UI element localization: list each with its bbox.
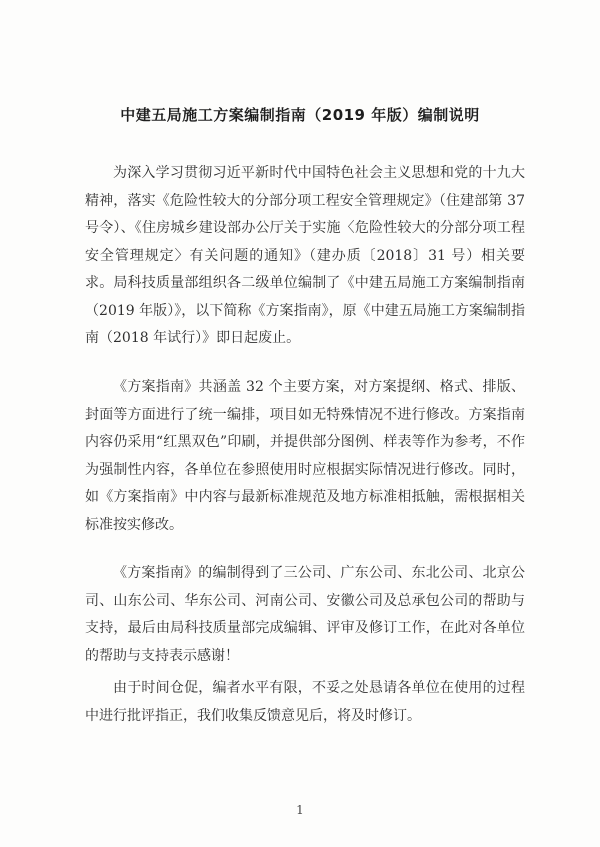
paragraph-acknowledgements: 《方案指南》的编制得到了三公司、广东公司、东北公司、北京公司、山东公司、华东公司、河南公司、安徽公司及总承包公司的帮助与支持，最后由局科技质量部完成编辑、评审及修订工作，在此对各单位的帮助与支持表示感谢！ xyxy=(85,565,525,664)
paragraph-scope: 《方案指南》共涵盖 32 个主要方案，对方案提纲、格式、排版、封面等方面进行了统一编排，项目如无特殊情况不进行修改。方案指南内容仍采用“红黑双色”印刷，并提供部分图例、样表等作为参考，不作为强制性内容，各单位在参照使用时应根据实际情况进行修改。同时，如《方案指南》中内容与最新标准规范及地方标准相抵触，需根据相关标准按实修改。 xyxy=(85,379,525,533)
document-title: 中建五局施工方案编制指南（2019 年版）编制说明 xyxy=(120,106,480,124)
page-number: 1 xyxy=(296,803,304,817)
paragraph-feedback: 由于时间仓促，编者水平有限，不妥之处恳请各单位在使用的过程中进行批评指正，我们收集反馈意见后，将及时修订。 xyxy=(85,680,525,724)
paragraph-background: 为深入学习贯彻习近平新时代中国特色社会主义思想和党的十九大精神，落实《危险性较大的分部分项工程安全管理规定》（住建部第 37 号令）、《住房城乡建设部办公厅关于实施〈危险性较大的分部分项工程安全管理规定〉有关问题的通知》（建办质〔2018〕31 号）相关要求。局科技质量部组织各二级单位编制了《中建五局施工方案编制指南（2019 年版）》，以下简称《方案指南》，原《中建五局施工方案编制指南（2018 年试行）》即日起废止。 xyxy=(85,165,525,346)
